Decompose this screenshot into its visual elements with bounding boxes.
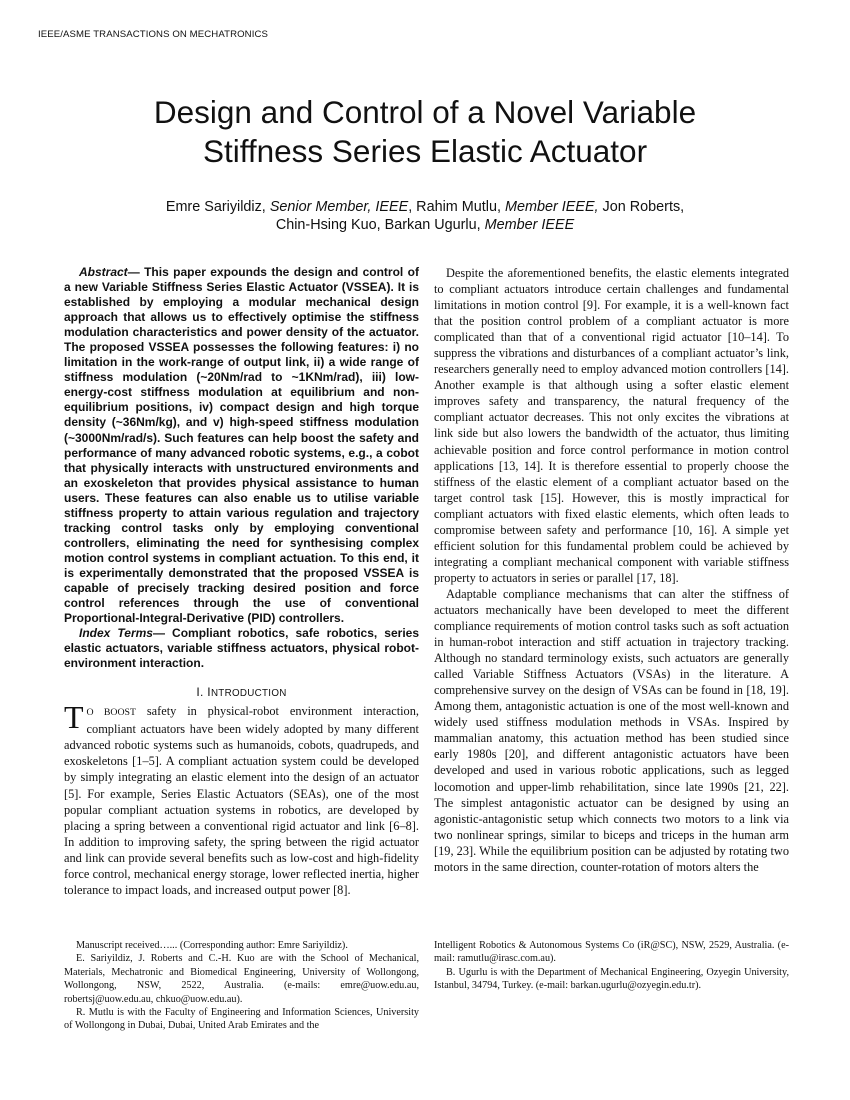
abstract-label: Abstract [79,265,128,279]
title-line-2: Stiffness Series Elastic Actuator [202,133,648,169]
intro-paragraph-2: Despite the aforementioned benefits, the elastic elements integrated to compliant actuators introduce certain challenges and fundamental limitations in motion control [9]. For example, it is a well-known fact that the position control problem of a compliant actuator is more complicated than that of a conventional rigid actuator [10–14]. To suppress the vibrations and disturbances of a compliant actuator’s link, researchers generally need to employ advanced motion controllers [14]. Another example is that although using a softer elastic element improves safety and transparency, the natural frequency of the compliant actuator decreases. This not only excites the vibrations at link side but also lowers the bandwidth of the actuator, thus limiting achievable position and force control performance in motion control applications [13, 14]. It is therefore essential to properly choose the stiffness of the elastic element of a compliant actuator based on the target control task [15]. However, this is mostly impractical for compliant actuators with fixed elastic elements, which often leads to compromise between safety and performance [10, 16]. A simple yet efficient solution for this fundamental problem could be achieved by integrating a compliant mechanical component with variable stiffness property to actuators in series or parallel [17, 18]. [434,266,789,585]
author-name: Jon Roberts, [602,199,685,215]
section-title-first: I [207,685,211,700]
footnote-manuscript: Manuscript received…... (Corresponding author: Emre Sariyildiz). [76,940,348,951]
author-name: Emre Sariyildiz, [165,199,266,215]
footnote-affiliation-irasc: Intelligent Robotics & Autonomous Systems Co (iR@SC), NSW, 2529, Australia. (e-mail: ramutlu@irasc.com.au). [434,940,789,965]
section-heading-introduction [64,685,419,699]
journal-header: IEEE/ASME TRANSACTIONS ON MECHATRONICS [38,29,268,40]
footnote-affiliation-uow: E. Sariyildiz, J. Roberts and C.-H. Kuo are with the School of Mechanical, Materials, Mechatronic and Biomedical Engineering, University of Wollongong, Wollongong, NSW, 2522, Australia. (e-mails: emre@uow.edu.au, robertsj@uow.edu.au, chkuo@uow.edu.au). [64,953,419,1005]
index-terms-text: — Compliant robotics, safe robotics, series elastic actuators, variable stiffness actuators, physical robot-environment interaction. [64,626,419,671]
intro-paragraph-1 [64,699,419,898]
footnotes-left [64,939,419,1033]
footnote-affiliation-dubai: R. Mutlu is with the Faculty of Engineering and Information Sciences, University of Wollongong in Dubai, Dubai, United Arab Emirates and the [64,1007,419,1032]
abstract-text: — This paper expounds the design and control of a new Variable Stiffness Series Elastic Actuator (VSSEA). It is established by employing a modular mechanical design approach that allows us to effectively optimise the stiffness modulation characteristics and power density of the actuator. The proposed VSSEA possesses the following features: i) no limitation in the work-range of output link, ii) a wide range of stiffness modulation (~20Nm/rad to ~1KNm/rad), iii) low-energy-cost stiffness modulation at equilibrium and non-equilibrium positions, iv) compact design and high torque density (~36Nm/kg), and v) high-speed stiffness modulation (~3000Nm/rad/s). Such features can help boost the safety and performance of many advanced robotic systems, e.g., a cobot that physically interacts with unstructured environments and an exoskeleton that provides physical assistance to human users. These features can also enable us to utilise variable stiffness property to attain various regulation and trajectory tracking control tasks only by employing conventional controllers, eliminating the need for synthesising complex motion control systems in compliant actuation. To this end, it is experimentally demonstrated that the proposed VSSEA is capable of precisely tracking desired position and force control references through the use of conventional Proportional-Integral-Derivative (PID) controllers. [64,265,419,626]
author-list [40,199,810,235]
author-line-2 [40,217,810,235]
left-column [64,265,419,898]
footnotes-right [434,939,789,993]
title-line-1: Design and Control of a Novel Variable [153,94,697,130]
section-numeral: I. [196,685,204,700]
drop-cap: T [64,699,84,736]
intro-paragraph-3: Adaptable compliance mechanisms that can alter the stiffness of actuators mechanically have been developed to meet the different compliance requirements of motion control tasks such as soft actuation in human-robot interaction and stiff actuation in trajectory tracking. Although no standard terminology exists, such actuators are generally called Variable Stiffness Actuators (VSAs) in the literature. A comprehensive survey on the design of VSAs can be found in [18, 19]. Among them, antagonistic actuation is one of the most well-known and widely used stiffness modulation methods in VSAs. Inspired by mammalian anatomy, this actuation method has been studied since early 1980s [20], and different antagonistic actuators have been developed and used in various robotic applications, such as legged locomotion and upper-limb rehabilitation, since late 1990s [21, 22]. The simplest antagonistic actuator can be designed by using an agonistic-antagonistic setup which connects two motors to a link via two nonlinear springs, similar to biceps and triceps in the human arm [19, 23]. While the equilibrium position can be adjusted by rotating two motors in the same direction, counter-rotation of motors alters the [434,586,789,874]
lead-small-caps: O BOOST [86,707,136,719]
index-terms-label: Index Terms [79,626,153,641]
paper-title [40,93,810,171]
paragraph-text: safety in physical-robot environment interaction, compliant actuators have been widely adopted by many different advanced robotic systems such as humanoids, cobots, quadrupeds, and exoskeletons [1–5]. A compliant actuation system could be developed by simply integrating an elastic element into the design of an actuator [5]. For example, Series Elastic Actuators (SEAs), one of the most popular compliant actuation systems in robotics, are developed by placing a spring between a conventional rigid actuator and link [6–8]. In addition to improving safety, the spring between the rigid actuator and link can provide several benefits such as low-cost and high-fidelity force control, mechanical energy storage, lower reflected inertia, higher tolerance to impact loads, and increased output power [8]. [64,704,419,897]
author-role: Senior Member, IEEE [269,199,409,215]
abstract [64,265,419,626]
author-role: Member IEEE, [504,199,599,215]
author-role: Member IEEE [484,216,575,233]
footnote-affiliation-ozyegin: B. Ugurlu is with the Department of Mechanical Engineering, Ozyegin University, Istanbul, 34794, Turkey. (e-mail: barkan.ugurlu@ozyegin.edu.tr). [434,966,789,992]
author-line-1 [40,199,810,217]
index-terms [64,626,419,671]
section-title-rest: NTRODUCTION [210,688,287,700]
author-name: Chin-Hsing Kuo, Barkan Ugurlu, [275,216,481,233]
author-name: , Rahim Mutlu, [408,199,501,215]
right-column [434,265,789,875]
